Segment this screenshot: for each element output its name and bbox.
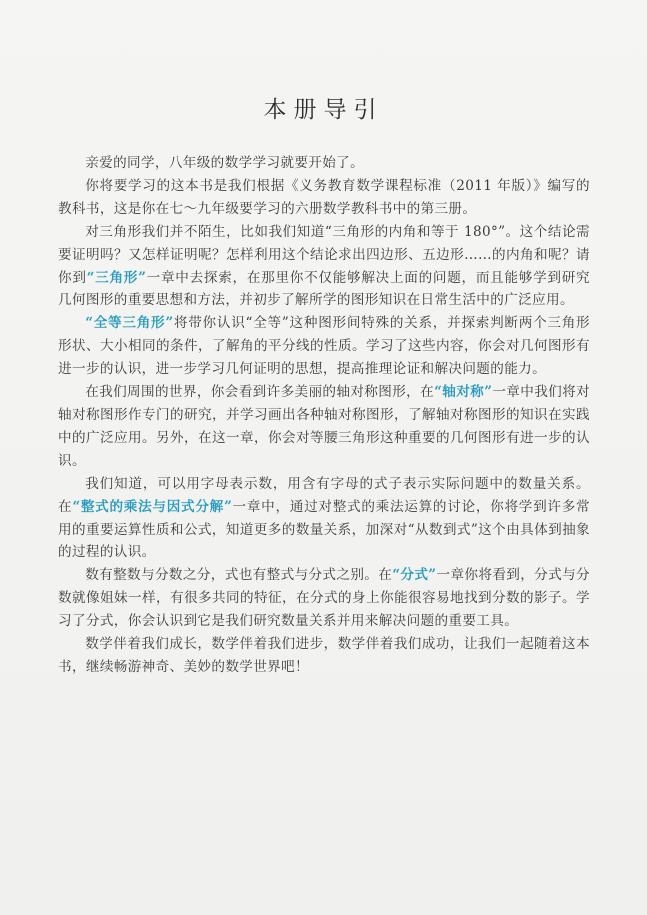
paragraph-text: 你将要学习的这本书是我们根据《义务教育数学课程标准（2011 年版）》编写的教科书，这是你在七～九年级要学习的六册数学教科书中的第三册。 xyxy=(58,177,590,217)
paragraph-text: 一章你将看到，分式与分数就像姐妹一样，有很多共同的特征，在分式的身上你能很容易地找到分数的影子。学习了分式，你会认识到它是我们研究数量关系并用来解决问题的重要工具。 xyxy=(58,567,590,630)
paragraph-text: 将带你认识“全等”这种图形间特殊的关系，并探索判断两个三角形形状、大小相同的条件，了解角的平分线的性质。学习了这些内容，你会对几何图形有进一步的认识，进一步学习几何证明的思想，提高推理论证和解决问题的能力。 xyxy=(58,315,590,378)
paragraph xyxy=(58,152,590,175)
paragraph xyxy=(58,312,590,381)
paragraph-text: 一章中我们将对轴对称图形作专门的研究，并学习画出各种轴对称图形，了解轴对称图形的知识在实践中的广泛应用。另外，在这一章，你会对等腰三角形这种重要的几何图形有进一步的认识。 xyxy=(58,384,591,469)
paragraph-text: 对三角形我们并不陌生，比如我们知道“三角形的内角和等于 180°”。这个结论需要证明吗？又怎样证明呢？怎样利用这个结论求出四边形、五边形……的内角和呢？请你到 xyxy=(58,223,590,286)
paragraph xyxy=(58,221,590,313)
paragraph xyxy=(58,633,590,679)
paragraph xyxy=(58,381,590,473)
chapter-highlight: “轴对称” xyxy=(434,384,493,401)
guide-body xyxy=(58,152,590,679)
paragraph xyxy=(58,175,590,221)
paragraph-text: 数有整数与分数之分，式也有整式与分式之别。在 xyxy=(85,567,393,584)
paragraph-text: 数学伴着我们成长，数学伴着我们进步，数学伴着我们成功，让我们一起随着这本书，继续畅游神奇、美妙的数学世界吧！ xyxy=(58,636,590,675)
chapter-highlight: “整式的乘法与因式分解” xyxy=(72,498,233,515)
paragraph-text: 一章中去探索，在那里你不仅能够解决上面的问题，而且能够学到研究几何图形的重要思想和方法，并初步了解所学的图形知识在日常生活中的广泛应用。 xyxy=(58,269,591,309)
paragraph xyxy=(58,564,590,633)
paragraph-text: 我们知道，可以用字母表示数，用含有字母的式子表示实际问题中的数量关系。在 xyxy=(58,475,590,515)
paragraph xyxy=(58,473,590,565)
chapter-highlight: “分式” xyxy=(392,567,437,584)
paragraph-text: 在我们周围的世界，你会看到许多美丽的轴对称图形，在 xyxy=(85,384,435,401)
chapter-highlight: “三角形” xyxy=(86,269,147,286)
paragraph-text: 一章中，通过对整式的乘法运算的讨论，你将学到许多常用的重要运算性质和公式，知道更多的数量关系，加深对“从数到式”这个由具体到抽象的过程的认识。 xyxy=(58,498,591,561)
chapter-highlight: “全等三角形” xyxy=(85,315,174,332)
paragraph-text: 亲爱的同学，八年级的数学学习就要开始了。 xyxy=(85,155,365,171)
page-title: 本册导引 xyxy=(263,97,384,124)
